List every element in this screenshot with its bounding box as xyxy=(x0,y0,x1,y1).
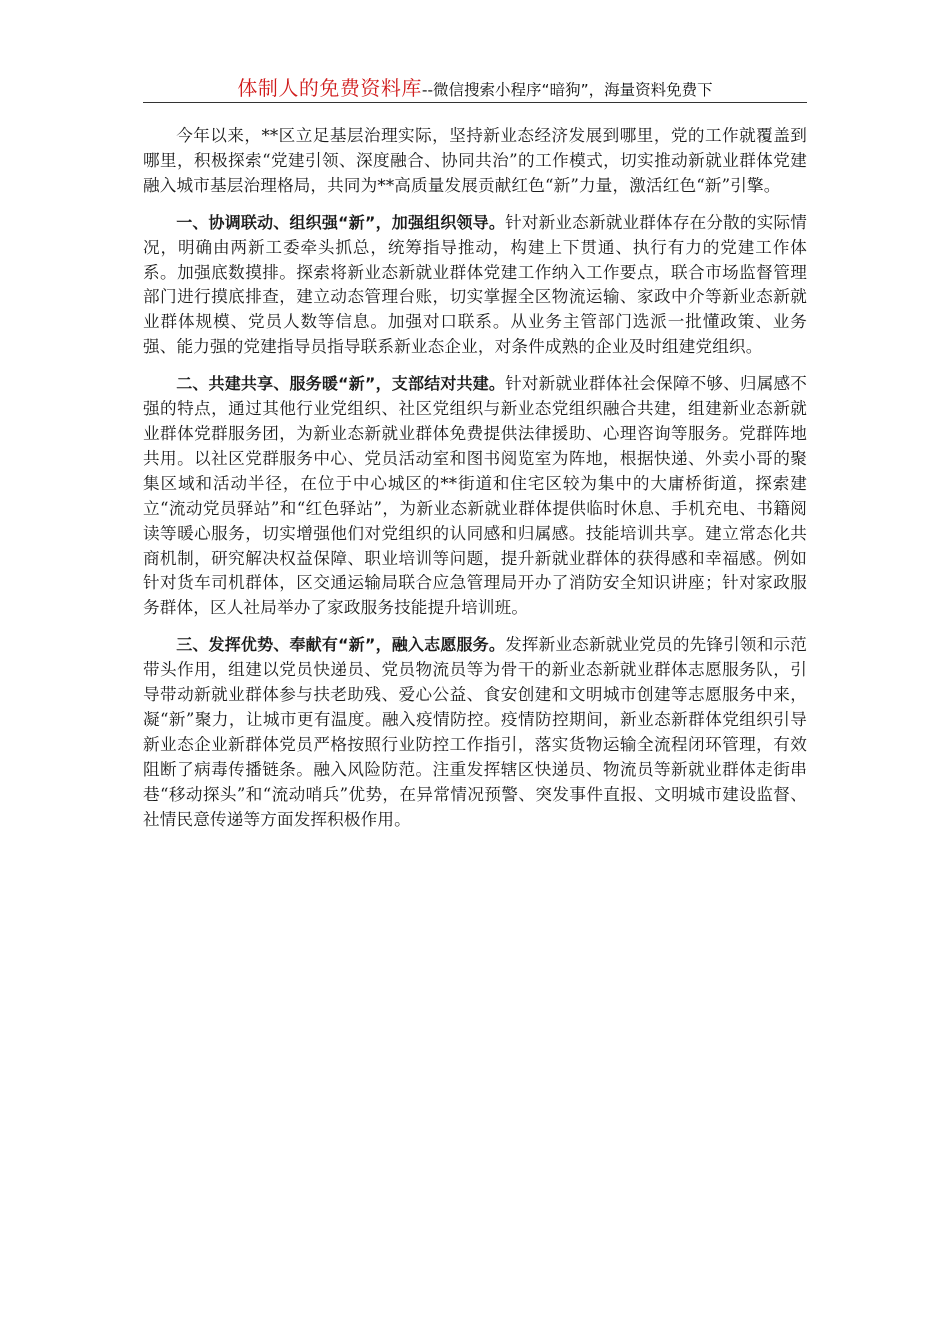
section-body-3: 发挥新业态新就业党员的先锋引领和示范带头作用，组建以党员快递员、党员物流员等为骨干的新业态新就业群体志愿服务队，引导带动新就业群体参与扶老助残、爱心公益、食安创建和文明城市创建等志愿服务中来，凝“新”聚力，让城市更有温度。融入疫情防控。疫情防控期间，新业态新群体党组织引导新业态企业新群体党员严格按照行业防控工作指引，落实货物运输全流程闭环管理，有效阻断了病毒传播链条。融入风险防范。注重发挥辖区快递员、物流员等新就业群体走街串巷“移动探头”和“流动哨兵”优势，在异常情况预警、突发事件直报、文明城市建设监督、社情民意传递等方面发挥积极作用。 xyxy=(143,635,808,829)
intro-paragraph: 今年以来，**区立足基层治理实际，坚持新业态经济发展到哪里，党的工作就覆盖到哪里，积极探索“党建引领、深度融合、协同共治”的工作模式，切实推动新就业群体党建融入城市基层治理格局，共同为**高质量发展贡献红色“新”力量，激活红色“新”引擎。 xyxy=(143,126,807,195)
section-paragraph-3 xyxy=(143,633,807,832)
section-heading-3: 三、发挥优势、奉献有“新”，融入志愿服务。 xyxy=(176,635,506,655)
section-heading-2: 二、共建共享、服务暖“新”，支部结对共建。 xyxy=(176,374,506,394)
page-header xyxy=(143,72,807,103)
section-body-1: 针对新业态新就业群体存在分散的实际情况，明确由两新工委牵头抓总，统筹指导推动，构建上下贯通、执行有力的党建工作体系。加强底数摸排。探索将新业态新就业群体党建工作纳入工作要点，联合市场监督管理部门进行摸底排查，建立动态管理台账，切实掌握全区物流运输、家政中介等新业态新就业群体规模、党员人数等信息。加强对口联系。从业务主管部门选派一批懂政策、业务强、能力强的党建指导员指导联系新业态企业，对条件成熟的企业及时组建党组织。 xyxy=(143,212,808,357)
section-heading-1: 一、协调联动、组织强“新”，加强组织领导。 xyxy=(176,212,506,232)
section-body-2: 针对新就业群体社会保障不够、归属感不强的特点，通过其他行业党组织、社区党组织与新业态党组织融合共建，组建新业态新就业群体党群服务团，为新业态新就业群体免费提供法律援助、心理咨询等服务。党群阵地共用。以社区党群服务中心、党员活动室和图书阅览室为阵地，根据快递、外卖小哥的聚集区域和活动半径，在位于中心城区的**街道和住宅区较为集中的大庸桥街道，探索建立“流动党员驿站”和“红色驿站”，为新业态新就业群体提供临时休息、手机充电、书籍阅读等暖心服务，切实增强他们对党组织的认同感和归属感。技能培训共享。建立常态化共商机制，研究解决权益保障、职业培训等问题，提升新就业群体的获得感和幸福感。例如针对货车司机群体，区交通运输局联合应急管理局开办了消防安全知识讲座；针对家政服务群体，区人社局举办了家政服务技能提升培训班。 xyxy=(143,374,808,618)
section-paragraph-2 xyxy=(143,372,807,621)
header-tagline: --微信搜索小程序“暗狗”，海量资料免费下 xyxy=(421,81,713,99)
document-body xyxy=(143,124,807,844)
header-brand: 体制人的免费资料库 xyxy=(237,76,422,100)
section-paragraph-1 xyxy=(143,211,807,360)
